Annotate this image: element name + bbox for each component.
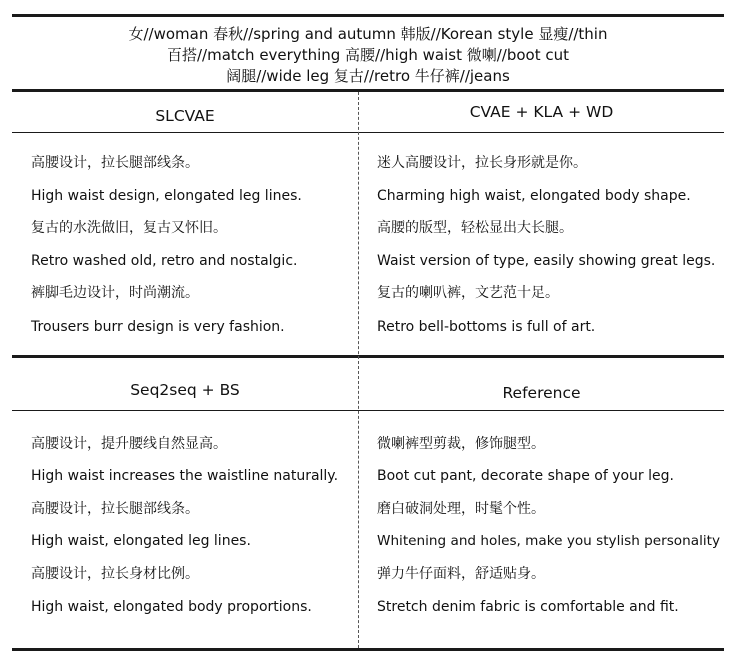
keyword-line-1: 女//woman 春秋//spring and autumn 韩版//Korean style 显瘦//thin [128,25,608,43]
cvae-kla-wd-line: Retro bell-bottoms is full of art. [377,319,596,335]
section-divider-rule [12,355,724,358]
keyword-line-2: 百搭//match everything 高腰//high waist 微喇//boot cut [167,46,569,64]
cvae-kla-wd-line: 复古的喇叭裤，文艺范十足。 [377,285,559,301]
top-header-underline [12,132,724,133]
model-title-reference: Reference [502,384,581,402]
bottom-header-underline [12,410,724,411]
reference-line: Boot cut pant, decorate shape of your leg. [377,468,674,484]
reference-line: 微喇裤型剪裁，修饰腿型。 [377,436,545,452]
reference-line: Stretch denim fabric is comfortable and fit. [377,599,679,615]
reference-line: 弹力牛仔面料，舒适贴身。 [377,566,545,582]
slcvae-line: High waist design, elongated leg lines. [31,188,302,204]
header-bottom-rule [12,89,724,92]
seq2seq-bs-line: High waist, elongated body proportions. [31,599,312,615]
reference-line: 磨白破洞处理，时髦个性。 [377,501,545,517]
slcvae-line: Trousers burr design is very fashion. [31,319,285,335]
slcvae-line: Retro washed old, retro and nostalgic. [31,253,298,269]
keyword-line-3: 阔腿//wide leg 复古//retro 牛仔裤//jeans [226,67,510,85]
seq2seq-bs-line: High waist, elongated leg lines. [31,533,251,549]
seq2seq-bs-line: 高腰设计，拉长腿部线条。 [31,501,199,517]
model-title-cvae-kla-wd: CVAE + KLA + WD [469,103,614,121]
seq2seq-bs-line: High waist increases the waistline naturally. [31,468,339,484]
model-title-seq2seq-bs: Seq2seq + BS [130,381,240,399]
cvae-kla-wd-line: 高腰的版型，轻松显出大长腿。 [377,220,573,236]
seq2seq-bs-line: 高腰设计，提升腰线自然显高。 [31,436,227,452]
cvae-kla-wd-line: Charming high waist, elongated body shape. [377,188,691,204]
slcvae-line: 高腰设计，拉长腿部线条。 [31,155,199,171]
reference-line: Whitening and holes, make you stylish personality [377,533,721,549]
column-divider [358,92,359,648]
table-top-rule [12,14,724,17]
model-title-slcvae: SLCVAE [155,107,215,125]
seq2seq-bs-line: 高腰设计，拉长身材比例。 [31,566,199,582]
cvae-kla-wd-line: 迷人高腰设计，拉长身形就是你。 [377,155,587,171]
table-bottom-rule [12,648,724,651]
slcvae-line: 裤脚毛边设计，时尚潮流。 [31,285,199,301]
cvae-kla-wd-line: Waist version of type, easily showing great legs. [377,253,716,269]
slcvae-line: 复古的水洗做旧，复古又怀旧。 [31,220,227,236]
